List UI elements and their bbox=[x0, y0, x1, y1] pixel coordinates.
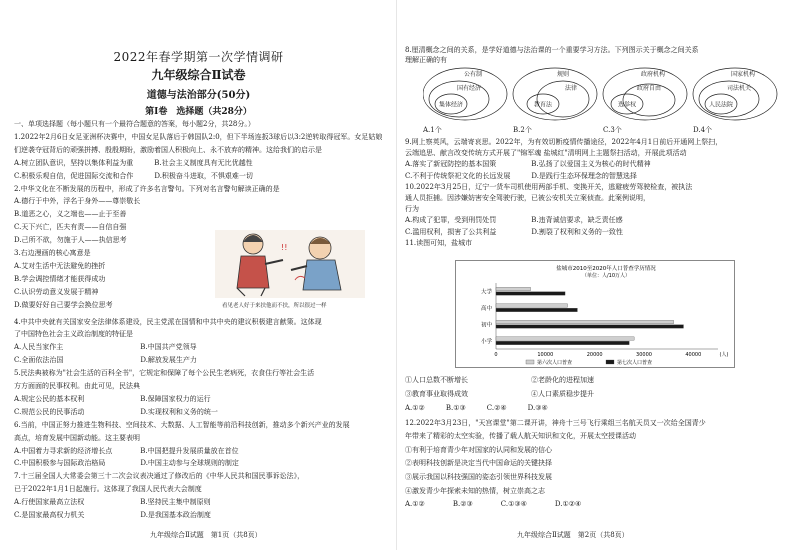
legend-label: 第六次人口普查 bbox=[537, 360, 573, 366]
exam-title: 2022年春学期第一次学情调研 bbox=[113, 50, 284, 64]
question-line: 一、单项选择题（每小题只有一个最符合题意的答案，每小题2分，共28分。） bbox=[14, 120, 255, 128]
question-line: 们逆袭夺冠背后的顽强拼搏、殷殷期盼，激励着国人积极向上、永不放弃的精神。这给我们的启示是 bbox=[14, 145, 322, 154]
cartoon-caption: 看见老人好于来扶他而不扶，所以很过一样 bbox=[222, 303, 327, 309]
bar-census7 bbox=[496, 292, 565, 295]
question-line: 行为 bbox=[405, 205, 419, 214]
x-unit: (人) bbox=[719, 352, 729, 358]
question-line: 9.网上察英风，云端寄哀思。2022年，为有效切断疫情传播途径，2022年4月1日前后开通网上祭扫， bbox=[405, 138, 723, 146]
question-line: B.道恶之心，义之端也——止于至善 bbox=[14, 210, 127, 219]
section-heading: 道德与法治部分(50分) bbox=[146, 90, 251, 101]
category-label: 大学 bbox=[480, 289, 492, 296]
exam-subtitle: 九年级综合Ⅱ试卷 bbox=[151, 68, 246, 82]
question-line: A.①② B.①③ C.②④ D.③④ bbox=[405, 404, 548, 413]
bar-census6 bbox=[496, 337, 634, 340]
question-line: 高点，培育发展中国新动能。这主要表明 bbox=[14, 433, 140, 442]
question-line: 3.右边漫画的核心寓意是 bbox=[14, 249, 91, 257]
venn-diagram bbox=[513, 68, 597, 120]
question-line: A.构成了犯罪，受到刑罚处罚 B.违背诚信要求，缺乏责任感 bbox=[405, 216, 623, 225]
right-page bbox=[397, 0, 794, 550]
question-line: D.己所不欲，勿施于人——执信思考 bbox=[14, 236, 127, 245]
question-line: 已于2022年1月1日起施行。这体现了我国人民代表大会制度 bbox=[14, 485, 202, 494]
x-tick-label: 10000 bbox=[537, 352, 554, 358]
venn-diagrams bbox=[423, 66, 783, 122]
venn-label: 集体经济 bbox=[438, 101, 464, 109]
question-line: C.全面依法治国 D.解放发展生产力 bbox=[14, 356, 197, 365]
legend-swatch bbox=[606, 360, 614, 364]
question-line: ②表明科技创新是决定当代中国命运的关键抉择 bbox=[405, 459, 552, 468]
venn-label: 国有经济 bbox=[456, 85, 482, 92]
q8-option: D.4个 bbox=[693, 126, 713, 134]
venn-label: 教育法 bbox=[533, 101, 553, 109]
category-label: 高中 bbox=[480, 305, 492, 312]
question-line: 云端追思、献言改变传统方式开展了"锦军魂 盐城红"清明网上主题祭扫活动，开展此项活动 bbox=[405, 149, 687, 158]
question-line: 8.厘清概念之间的关系，是学好道德与法治课的一个重要学习方法。下列图示关于概念之间关系 bbox=[405, 46, 699, 54]
question-line: 了中国特色社会主义政治制度的特征是 bbox=[14, 330, 133, 339]
population-chart bbox=[455, 260, 735, 368]
category-label: 初中 bbox=[480, 322, 492, 329]
venn-diagram bbox=[423, 68, 507, 120]
venn-label: 政府自由 bbox=[636, 85, 662, 92]
bar-census6 bbox=[496, 320, 674, 323]
question-line: 理解正确的有 bbox=[405, 56, 447, 64]
question-line: 方方面面的民事权利。由此可见，民法典 bbox=[14, 382, 140, 390]
question-line: 2.中华文化在不断发展的历程中，形成了许多名言警句。下列对名言警句解读正确的是 bbox=[14, 184, 280, 193]
venn-label: 人民法院 bbox=[708, 101, 734, 109]
venn-label: 法律 bbox=[564, 85, 578, 92]
question-line: 11.读图可知，盐城市 bbox=[405, 238, 473, 247]
question-line: 10.2022年3月25日，辽宁一货车司机使用两部手机、变换开关，逃避疲劳驾驶检查，被执法 bbox=[405, 182, 693, 191]
question-line: 4.中共中央就有关国家安全法律体系建设，民主党派在国情和中共中央的建议积极建言献策。这体现 bbox=[14, 317, 322, 326]
venn-label: 公有制 bbox=[463, 71, 483, 78]
question-line: ③展示我国以科技强国的姿态引领世界科技发展 bbox=[405, 473, 552, 481]
question-line: 5.民法典被称为"社会生活的百科全书"，它规定和保障了每个公民生老病死，衣食住行等社会生活 bbox=[14, 369, 315, 378]
question-line: B.学会调控情绪才能获得成功 bbox=[14, 274, 106, 283]
q8-option: B.2个 bbox=[513, 126, 532, 134]
question-line: C.中国积极参与国际政治格局 D.中国主动参与全球规则的制定 bbox=[14, 459, 239, 468]
question-line: C.认识劳动意义发展于精神 bbox=[14, 287, 99, 296]
venn-diagram bbox=[603, 68, 687, 120]
q8-option: C.3个 bbox=[603, 126, 622, 134]
question-line: 7.十三届全国人大常委会第三十二次会议表决通过了修改后的《中华人民共和国民事诉讼法》， bbox=[14, 472, 305, 481]
legend-label: 第七次人口普查 bbox=[617, 360, 653, 366]
question-line: A.行使国家最高立法权 B.坚持民主集中制原则 bbox=[14, 498, 211, 507]
question-line: A.树立团队意识，坚持以集体利益为重 B.社会主义制度具有无比优越性 bbox=[14, 158, 253, 167]
question-line: 通人员拒捕。因涉嫌妨害安全驾驶行驶，已被公安机关立案侦查。此案例说明， bbox=[405, 194, 650, 202]
question-line: A.①② B.②③ C.①③④ D.①②④ bbox=[405, 500, 582, 509]
bar-census7 bbox=[496, 325, 683, 328]
x-tick-label: 20000 bbox=[586, 352, 603, 358]
question-line: A.中国着力寻求新的经济增长点 B.中国把提升发展质量放在首位 bbox=[14, 446, 239, 455]
question-line: ④激发青少年探索未知的热情，树立崇高之志 bbox=[405, 486, 545, 495]
right-footer: 九年级综合Ⅱ试题 第2页（共8页） bbox=[517, 531, 629, 539]
bar-census6 bbox=[496, 287, 531, 290]
category-label: 小学 bbox=[480, 338, 492, 345]
question-line: C.积极乐观自信，促进国际交流和合作 D.积极奋斗进取，不惧艰难一切 bbox=[14, 171, 253, 180]
legend-swatch bbox=[526, 360, 534, 364]
x-tick-label: 30000 bbox=[636, 352, 652, 358]
question-line: A.德行于中外，浮名于身外——尊崇敬长 bbox=[14, 197, 141, 206]
part-heading: 第Ⅰ卷 选择题（共28分） bbox=[145, 107, 252, 117]
question-line: ①有利于培育青少年对国家的认同和发展的信心 bbox=[405, 445, 552, 454]
question-line: 年带来了精彩的太空实验，传播了载人航天知识和文化，开展太空授课活动 bbox=[405, 432, 636, 441]
venn-ellipse bbox=[513, 68, 597, 120]
q8-option: A.1个 bbox=[423, 126, 442, 134]
venn-label: 规则 bbox=[556, 71, 570, 78]
venn-label: 司法机关 bbox=[726, 85, 752, 92]
question-line: C.规范公民的民事活动 D.实现权利和义务的统一 bbox=[14, 407, 218, 416]
chart-unit: （单位：人/10万人） bbox=[581, 273, 631, 279]
bar-census7 bbox=[496, 341, 629, 344]
venn-label: 国家机构 bbox=[730, 71, 756, 78]
question-line: A.人民当家作主 B.中国共产党领导 bbox=[14, 343, 197, 352]
question-line: 12.2022年3月23日，"天宫课堂"第二课开讲，神舟十三号飞行乘组三名航天员又一次给全国青少 bbox=[405, 418, 706, 427]
question-line: 6.当前，中国正努力推进生物科技、空间技术、大数据、人工智能等前沿科技创新，推动多个新兴产业的发展 bbox=[14, 420, 350, 429]
venn-diagram bbox=[693, 68, 777, 120]
question-line: ①人口总数不断增长 ②老龄化的进程加速 bbox=[405, 376, 594, 384]
x-tick-label: 40000 bbox=[685, 352, 702, 358]
question-line: C.不利于传统祭祀文化的长远发展 D.是践行生态环保理念的智慧选择 bbox=[405, 171, 637, 180]
venn-label: 政府机构 bbox=[640, 71, 666, 78]
cartoon-image bbox=[215, 230, 365, 298]
question-line: D.做要好好自己要学会换位思考 bbox=[14, 300, 113, 309]
svg-text:!!: !! bbox=[281, 243, 288, 252]
question-line: A.艾对生活中无法避免的挫折 bbox=[14, 261, 106, 270]
question-line: C.天下兴亡，匹夫有责——自信自强 bbox=[14, 223, 127, 232]
bar-census6 bbox=[496, 304, 568, 307]
question-line: A.规定公民的基本权利 B.保障国家权力的运行 bbox=[14, 394, 211, 403]
question-line: A.落实了新冠防控的基本国策 B.弘扬了以爱国主义为核心的时代精神 bbox=[405, 160, 651, 169]
question-line: C.是国家最高权力机关 D.是我国基本政治制度 bbox=[14, 511, 211, 519]
question-line: C.滥用权利，损害了公共利益 D.割裂了权利和义务的一致性 bbox=[405, 227, 623, 236]
question-line: ③教育事业取得成效 ④人口素质稳步提升 bbox=[405, 390, 594, 399]
bar-census7 bbox=[496, 308, 577, 311]
venn-label: 选举权 bbox=[617, 101, 637, 109]
venn-ellipse bbox=[537, 81, 589, 117]
chart-title: 盐城市2010至2020年人口普查学历情况 bbox=[556, 266, 656, 272]
question-line: 1.2022年2月6日女足亚洲杯决赛中，中国女足队落后于韩国队2:0，但下半场连扳3球后以3:2逆转取得冠军。女足姑娘 bbox=[14, 132, 383, 141]
x-tick-label: 0 bbox=[494, 352, 498, 358]
left-footer: 九年级综合Ⅱ试题 第1页（共8页） bbox=[150, 531, 262, 539]
